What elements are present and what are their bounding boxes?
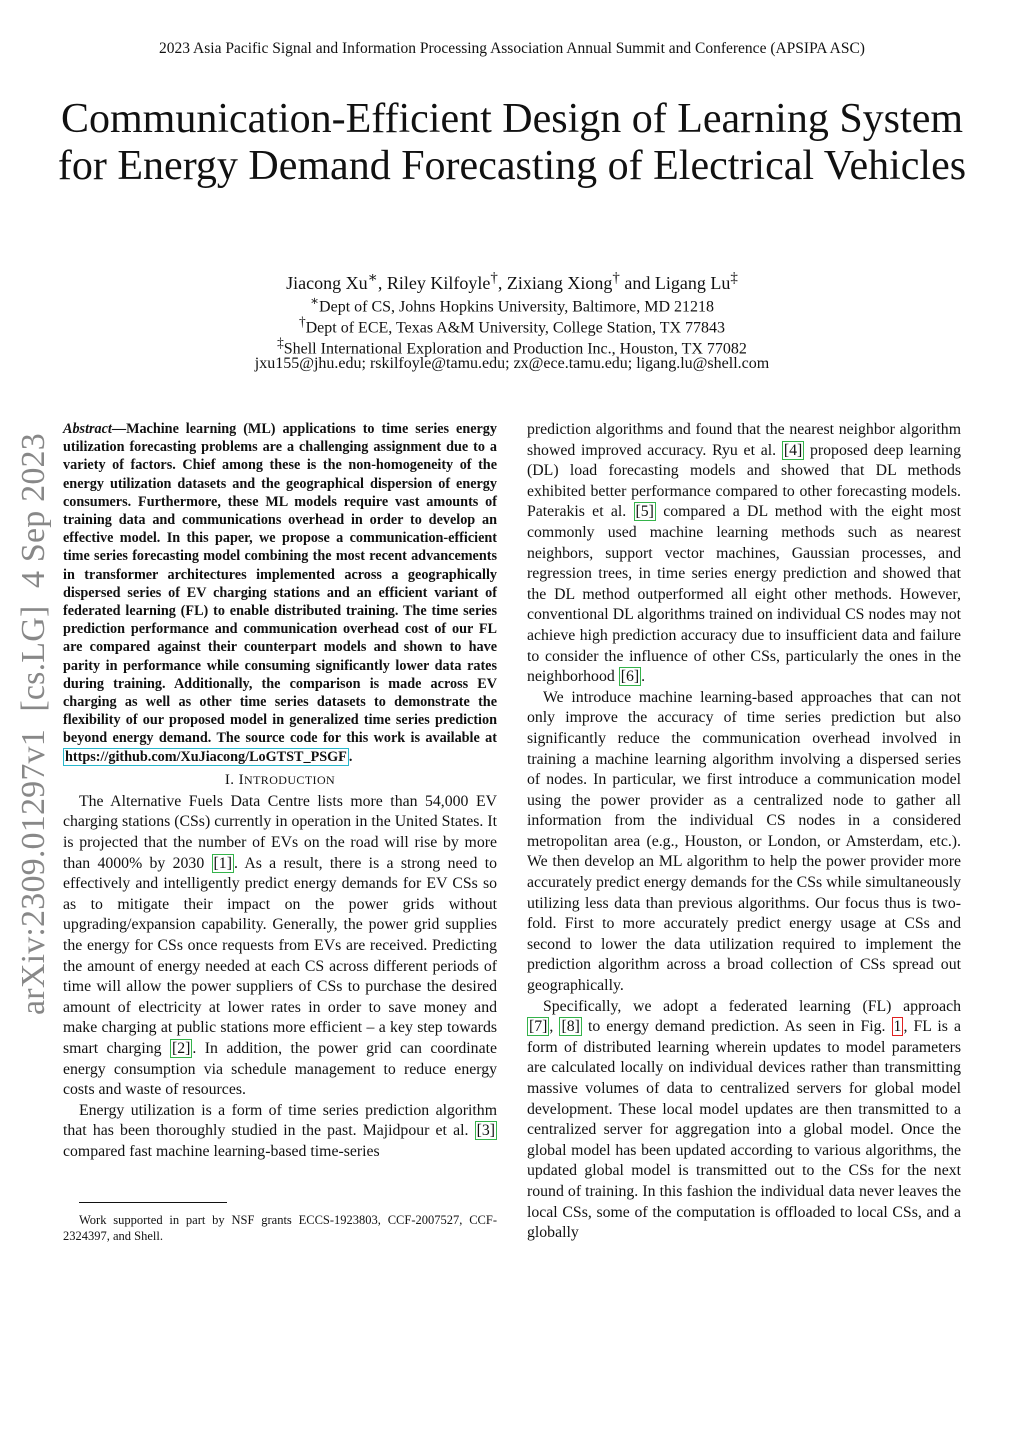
paragraph-text: . In addition, the power grid can coordinate energy consumption via schedule management to reduce energy costs and waste of resources. [63,1039,497,1099]
author-emails: jxu155@jhu.edu; rskilfoyle@tamu.edu; zx@ece.tamu.edu; ligang.lu@shell.com [254,355,770,372]
paragraph-text: , [549,1018,560,1036]
abstract [63,420,497,766]
author-mark: † [612,270,620,286]
citation-link[interactable]: [4] [783,441,803,459]
paragraph-text: The Alternative Fuels Data Centre lists more than 54,000 EV charging stations (CSs) currently in operation in the United States. It is projected that the number of EVs on the road will rise by more than 4000% by 2030 [63,792,497,872]
citation-link[interactable]: [5] [635,503,654,521]
abstract-label: Abstract [63,421,112,437]
affiliation-text: Dept of CS, Johns Hopkins University, Baltimore, MD 21218 [319,298,714,316]
citation-link[interactable]: [6] [620,668,640,686]
citation-link[interactable]: [8] [561,1018,580,1036]
left-column [63,420,497,1163]
author-mark: † [490,270,498,286]
affiliation-mark: ∗ [309,293,320,308]
paragraph-text: Energy utilization is a form of time series prediction algorithm that has been thoroughly studied in the past. Majidpour et al. [63,1101,497,1140]
paragraph-text: compared fast machine learning-based time-series [63,1142,380,1160]
author-name: Zixiang Xiong [506,273,613,293]
intro-paragraph-4: We introduce machine learning-based approaches that can not only improve the accuracy of time series prediction but also significantly reduce the communication overhead involved in training a machine learning algorithm involving a dispersed series of nodes. In particular, we first introduce a communication model using the power provider as a centralized node to gather all information from the individual CS nodes in a considered metropolitan area (e.g., Houston, or London, or Amsterdam, etc.). We then develop an ML algorithm to help the power provider more accurately predict energy demands for the CSs while simultaneously utilizing less data than previous algorithms. Our focus thus is two-fold. First to more accurately predict energy usage at CSs and second to lower the data utilization required to implement the prediction algorithm across a broad collection of CSs spread out geographically. [527,688,961,995]
citation-link[interactable]: [7] [529,1018,548,1036]
citation-link[interactable]: [2] [171,1039,191,1057]
abstract-body: Machine learning (ML) applications to time series energy utilization forecasting problems are a challenging assignment due to a variety of factors. Chief among these is the non-homogeneity of the energy utilization datasets and the geographical dispersion of energy consumers. Furthermore, these ML models require vast amounts of training data and communications overhead in order to develop an effective model. In this paper, we propose a communication-efficient time series forecasting model combining the most recent advancements in transformer architectures implemented across a geographically dispersed series of EV charging stations and an efficient variant of federated learning (FL) to enable distributed training. The time series prediction performance and communication overhead cost of our FL are compared against their counterpart models and shown to have parity in performance while consuming significantly lower data rates during training. Additionally, the comparison is made across EV charging as well as other time series datasets to demonstrate the flexibility of our proposed model in generalized time series prediction beyond energy demand. The source code for this work is available at [63,421,497,747]
source-code-link[interactable]: https://github.com/XuJiacong/LoGTST_PSGF [65,748,347,765]
funding-footnote: Work supported in part by NSF grants ECCS-1923803, CCF-2007527, CCF-2324397, and Shell. [63,1213,497,1243]
arxiv-stamp: arXiv:2309.01297v1 [cs.LG] 4 Sep 2023 [15,433,52,1015]
author-name: Ligang Lu [654,273,731,293]
paragraph-text: to energy demand prediction. As seen in Fig. [581,1018,892,1036]
author-name: Jiacong Xu [286,273,368,293]
citation-link[interactable]: [3] [476,1122,495,1140]
paragraph-text: . [641,668,646,686]
author-name: Riley Kilfoyle [386,273,491,293]
section-number: I. [224,771,239,788]
author-mark: ‡ [730,270,738,286]
affiliation-mark: ‡ [277,335,284,350]
section-title-initial: I [238,771,245,788]
paper-title: Communication-Efficient Design of Learning System for Energy Demand Forecasting of Electrical Vehicles [57,96,967,189]
paragraph-text: Specifically, we adopt a federated learning (FL) approach [543,997,961,1015]
figure-reference-link[interactable]: 1 [893,1018,902,1036]
author-mark: ∗ [367,270,378,286]
affiliation-mark: † [298,314,306,329]
paragraph-text: , FL is a form of distributed learning wherein updates to model parameters are calculated locally on individual devices rather than transmitting massive volumes of data to centralized servers for global model development. These local model updates are then transmitted to a centralized server for aggregation into a global model. Once the global model has been updated according to various algorithms, the updated global model is transmitted out to the CSs for the next round of training. In this fashion the individual data never leaves the local CSs, some of the computation is offloaded to local CSs, and a globally [527,1018,961,1242]
intro-paragraph-5 [527,997,961,1244]
citation-link[interactable]: [1] [213,854,232,872]
abstract-dash: — [111,421,127,437]
intro-paragraph-3 [527,420,961,688]
footnote-rule [79,1202,227,1203]
conference-header: 2023 Asia Pacific Signal and Information Processing Association Annual Summit and Conference (APSIPA ASC) [159,40,865,57]
author-list: Jiacong Xu∗, Riley Kilfoyle†, Zixiang Xiong† and Ligang Lu‡ [286,270,738,293]
section-title-rest: NTRODUCTION [244,772,336,787]
section-heading-introduction [63,770,497,790]
paragraph-text: . As a result, there is a strong need to effectively and intelligently predict energy demands for EV CSs so as to mitigate their impact on the power grids without upgrading/expansion capability. Generally, the power grid supplies the energy for CSs once requests from EVs are received. Predicting the amount of energy needed at each CS across different periods of time will allow the power suppliers of CSs to purchase the desired amount of electricity at lower rates in order to save money and make charging at public stations more efficient – a key step towards smart charging [63,854,498,1057]
abstract-end: . [348,748,353,765]
paragraph-text: proposed deep learning (DL) load forecasting models and showed that DL methods exhibited better performance compared to other forecasting models. Paterakis et al. [527,441,961,521]
author-separator: and [619,273,655,293]
affiliation-text: Shell International Exploration and Production Inc., Houston, TX 77082 [283,340,747,358]
intro-paragraph-2 [63,1101,497,1163]
right-column [527,420,961,1244]
intro-paragraph-1 [63,792,497,1101]
paragraph-text: prediction algorithms and found that the nearest neighbor algorithm showed improved accuracy. Ryu et al. [527,421,961,459]
paragraph-text: compared a DL method with the eight most commonly used machine learning methods such as nearest neighbors, support vector machines, Gaussian processes, and regression trees, in time series energy prediction and showed that the DL method outperformed all eight other methods. However, conventional DL algorithms trained on individual CS nodes may not achieve high prediction accuracy due to insufficient data and failure to consider the influence of other CSs, particularly the ones in the neighborhood [527,503,961,686]
affiliation-text: Dept of ECE, Texas A&M University, College Station, TX 77843 [305,319,726,337]
